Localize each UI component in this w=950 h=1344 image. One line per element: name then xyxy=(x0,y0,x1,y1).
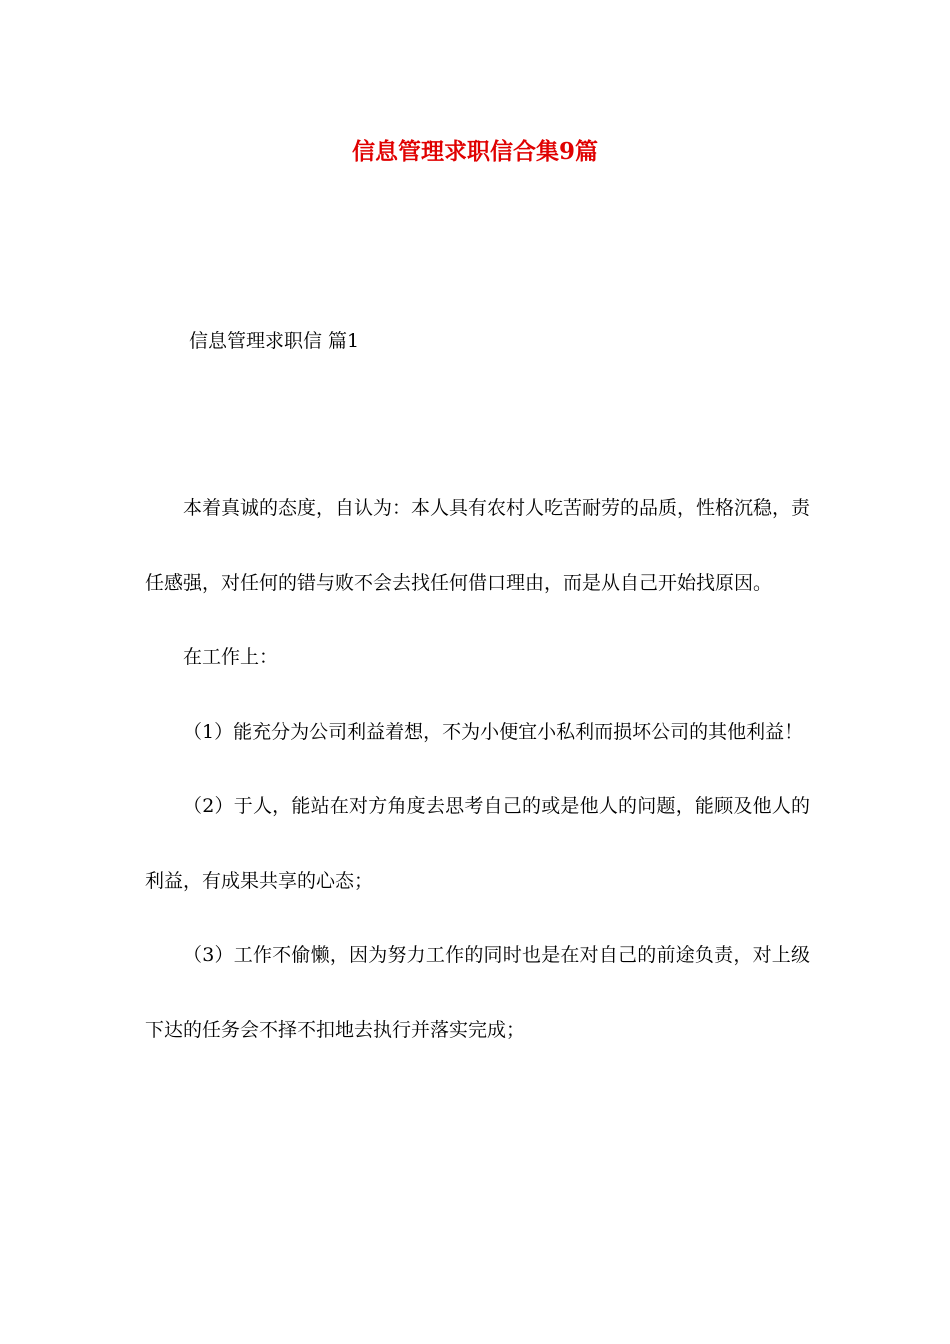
body-paragraph: 本着真诚的态度，自认为：本人具有农村人吃苦耐劳的品质，性格沉稳，责任感强，对任何的错与败不会去找任何借口理由，而是从自己开始找原因。 xyxy=(145,497,811,594)
body-paragraph: （3）工作不偷懒，因为努力工作的同时也是在对自己的前途负责，对上级下达的任务会不择不扣地去执行并落实完成； xyxy=(145,944,810,1041)
document-title: 信息管理求职信合集9篇 xyxy=(351,138,598,165)
body-paragraph: 在工作上： xyxy=(183,646,279,668)
document-body xyxy=(145,471,810,1067)
body-paragraph: （2）于人，能站在对方角度去思考自己的或是他人的问题，能顾及他人的利益，有成果共享的心态； xyxy=(145,795,810,892)
section-heading: 信息管理求职信 篇1 xyxy=(189,330,360,352)
body-paragraph: （1）能充分为公司利益着想，不为小便宜小私利而损坏公司的其他利益！ xyxy=(183,720,804,743)
